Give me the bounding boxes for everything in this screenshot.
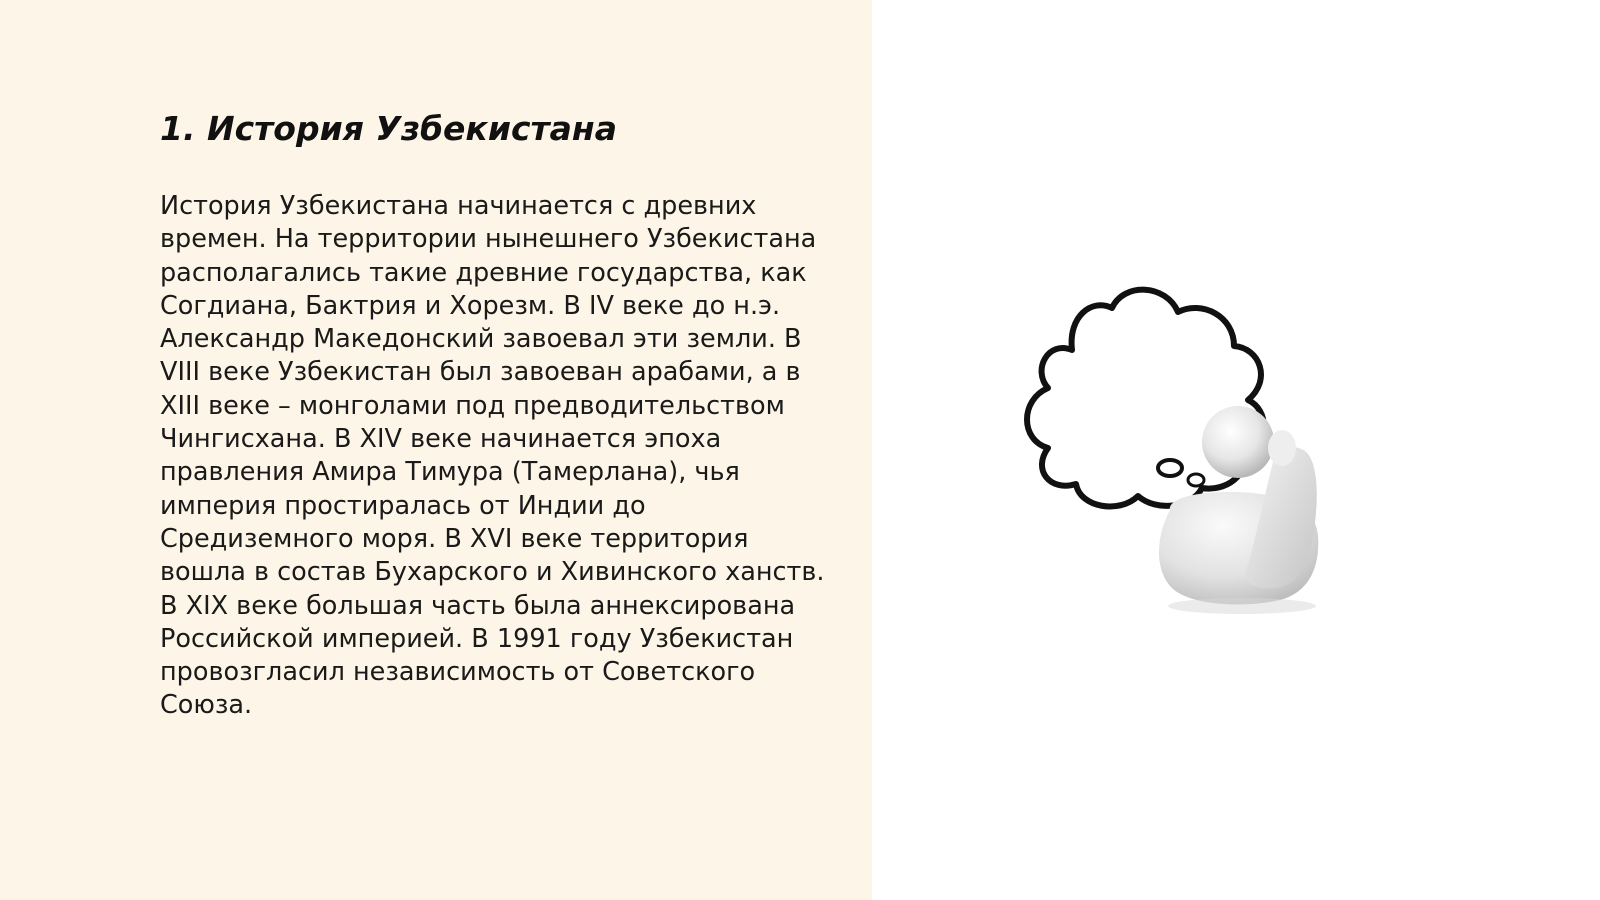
content-block <box>160 106 850 723</box>
slide-title: 1. История Узбекистана <box>160 109 617 148</box>
thinking-person-icon <box>1020 270 1360 620</box>
slide-body-text: История Узбекистана начинается с древних времен. На территории нынешнего Узбекистана располагались такие древние государства, как Согдиана, Бактрия и Хорезм. В IV веке до н.э. Александр Македонский завоевал эти земли. В VIII веке Узбекистан был завоеван арабами, а в XIII веке – монголами под предводительством Чингисхана. В XIV веке начинается эпоха правления Амира Тимура (Тамерлана), чья империя простиралась от Индии до Средиземного моря. В XVI веке территория вошла в состав Бухарского и Хивинского ханств. В XIX веке большая часть была аннексирована Российской империей. В 1991 году Узбекистан провозгласил независимость от Советского Союза. <box>160 191 825 721</box>
